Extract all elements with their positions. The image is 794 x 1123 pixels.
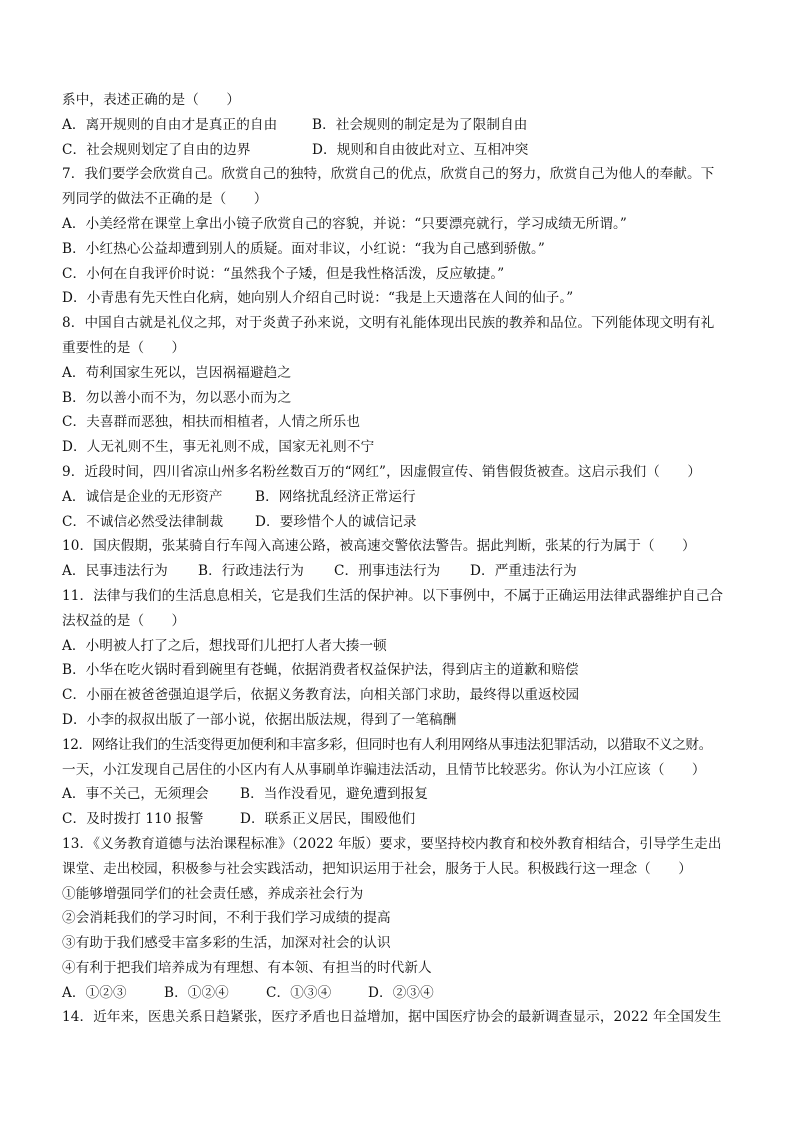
q7-stem-line1: 7．我们要学会欣赏自己。欣赏自己的独特，欣赏自己的优点，欣赏自己的努力，欣赏自己为他人的奉献。下 xyxy=(62,166,715,183)
q7-option-b: B．小红热心公益却遭到别人的质疑。面对非议，小红说：“我为自己感到骄傲。” xyxy=(62,240,545,257)
q10-options-row xyxy=(62,559,738,584)
q12-stem-line2: 一天，小江发现自己居住的小区内有人从事刷单诈骗违法活动，且情节比较恶劣。你认为小江应该（ ） xyxy=(62,761,706,778)
q6-options-row1 xyxy=(62,113,738,138)
q7-option-a: A．小美经常在课堂上拿出小镜子欣赏自己的容貌，并说：“只要漂亮就行，学习成绩无所谓。” xyxy=(62,215,627,232)
q13-item-1: ①能够增强同学们的社会责任感，养成亲社会行为 xyxy=(62,885,364,902)
q9-options-row2 xyxy=(62,510,738,535)
q13-item-3: ③有助于我们感受丰富多彩的生活，加深对社会的认识 xyxy=(62,935,391,952)
q6-option-c: C．社会规则划定了自由的边界 xyxy=(62,141,251,158)
q12-option-a: A．事不关己，无须理会 xyxy=(62,786,209,803)
q9-option-a: A．诚信是企业的无形资产 xyxy=(62,488,223,505)
exam-page xyxy=(62,88,738,1030)
q6-stem: 系中，表述正确的是（ ） xyxy=(62,92,241,108)
q7-option-c: C．小何在自我评价时说：“虽然我个子矮，但是我性格活泼，反应敏捷。” xyxy=(62,265,505,282)
q9-option-d: D．要珍惜个人的诚信记录 xyxy=(255,513,417,530)
q10-stem: 10．国庆假期，张某骑自行车闯入高速公路，被高速交警依法警告。据此判断，张某的行为属于（ ） xyxy=(62,538,696,555)
q9-option-c: C．不诚信必然受法律制裁 xyxy=(62,513,224,530)
q6-options-row2 xyxy=(62,138,738,163)
q11-stem-line2: 法权益的是（ ） xyxy=(62,612,186,629)
q11-stem-line1: 11．法律与我们的生活息息相关，它是我们生活的保护神。以下事例中，不属于正确运用法律武器维护自己合 xyxy=(62,587,724,604)
q8-stem-line1: 8．中国自古就是礼仪之邦，对于炎黄子孙来说，文明有礼能体现出民族的教养和品位。下列能体现文明有礼 xyxy=(62,315,715,332)
q6-option-b: B．社会规则的制定是为了限制自由 xyxy=(312,116,528,133)
q13-item-2: ②会消耗我们的学习时间，不利于我们学习成绩的提高 xyxy=(62,910,391,927)
q9-options-row1 xyxy=(62,485,738,510)
q13-option-d: D．②③④ xyxy=(368,984,434,1001)
q13-stem-line1: 13．《义务教育道德与法治课程标准》（2022 年版）要求，要坚持校内教育和校外教育相结合，引导学生走出 xyxy=(62,835,722,852)
q8-stem-line2: 重要性的是（ ） xyxy=(62,339,186,356)
q14-stem-line1: 14．近年来，医患关系日趋紧张，医疗矛盾也日益增加，据中国医疗协会的最新调查显示，2022 年全国发生 xyxy=(62,1009,722,1026)
q11-option-a: A．小明被人打了之后，想找哥们儿把打人者大揍一顿 xyxy=(62,637,387,654)
q7-stem-line2: 列同学的做法不正确的是（ ） xyxy=(62,191,268,208)
q13-item-4: ④有利于把我们培养成为有理想、有本领、有担当的时代新人 xyxy=(62,959,432,976)
q8-option-b: B．勿以善小而不为，勿以恶小而为之 xyxy=(62,389,292,406)
q12-option-c: C．及时拨打 110 报警 xyxy=(62,811,204,828)
q12-option-b: B．当作没看见，避免遭到报复 xyxy=(240,786,429,803)
q13-option-c: C．①③④ xyxy=(266,984,332,1001)
q10-option-a: A．民事违法行为 xyxy=(62,563,168,580)
q11-option-d: D．小李的叔叔出版了一部小说，依据出版法规，得到了一笔稿酬 xyxy=(62,711,457,728)
q13-stem-line2: 课堂、走出校园，积极参与社会实践活动，把知识运用于社会，服务于人民。积极践行这一理念（ ） xyxy=(62,860,692,877)
q12-options-row1 xyxy=(62,782,738,807)
q6-option-a: A．离开规则的自由才是真正的自由 xyxy=(62,116,278,133)
q12-options-row2 xyxy=(62,807,738,832)
q10-option-d: D．严重违法行为 xyxy=(470,563,577,580)
q9-stem: 9．近段时间，四川省凉山州多名粉丝数百万的“网红”，因虚假宣传、销售假货被查。这启示我们（ ） xyxy=(62,463,702,480)
q12-stem-line1: 12．网络让我们的生活变得更加便利和丰富多彩，但同时也有人利用网络从事违法犯罪活动，以猎取不义之财。 xyxy=(62,736,712,753)
q10-option-b: B．行政违法行为 xyxy=(198,563,304,580)
q8-option-a: A．苟利国家生死以，岂因祸福避趋之 xyxy=(62,364,292,381)
q11-option-b: B．小华在吃火锅时看到碗里有苍蝇，依据消费者权益保护法，得到店主的道歉和赔偿 xyxy=(62,662,579,679)
q6-option-d: D．规则和自由彼此对立、互相冲突 xyxy=(312,141,529,158)
q8-option-d: D．人无礼则不生，事无礼则不成，国家无礼则不宁 xyxy=(62,439,375,456)
q8-option-c: C．夫喜群而恶独，相扶而相植者，人情之所乐也 xyxy=(62,414,361,431)
q13-option-a: A．①②③ xyxy=(62,984,127,1001)
q13-options-row xyxy=(62,981,738,1006)
q10-option-c: C．刑事违法行为 xyxy=(334,563,441,580)
q7-option-d: D．小青患有先天性白化病，她向别人介绍自己时说：“我是上天遗落在人间的仙子。” xyxy=(62,290,574,307)
q12-option-d: D．联系正义居民，围殴他们 xyxy=(240,811,416,828)
q13-option-b: B．①②④ xyxy=(164,984,229,1001)
q11-option-c: C．小丽在被爸爸强迫退学后，依据义务教育法，向相关部门求助，最终得以重返校园 xyxy=(62,687,580,704)
q9-option-b: B．网络扰乱经济正常运行 xyxy=(255,488,416,505)
